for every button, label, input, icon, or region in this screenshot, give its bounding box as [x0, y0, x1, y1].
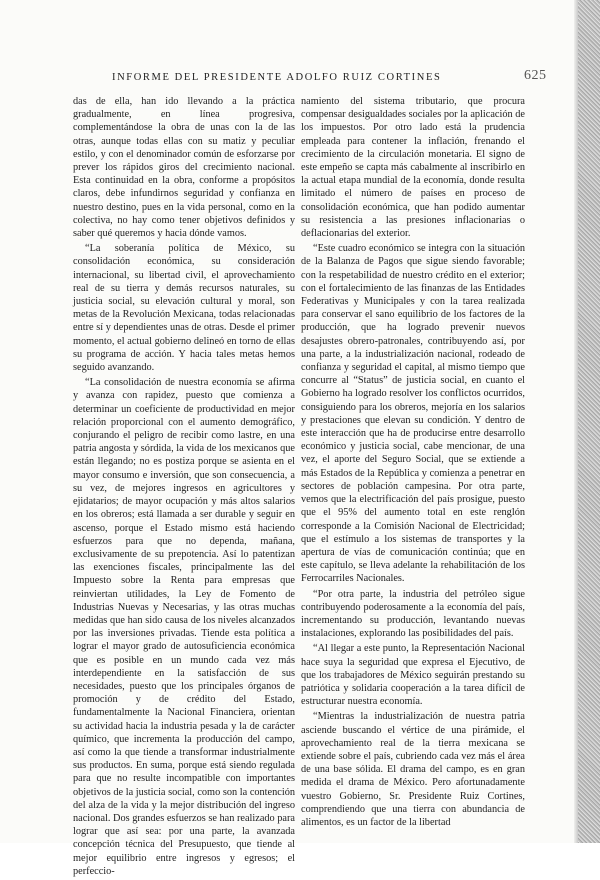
paragraph: “La soberanía política de México, su consolidación económica, su consideración internacional, su libertad civil, el aprovechamiento real de su tierra y demás recursos naturales, su justicia social, su elevación cultural y moral, son metas de la Revolución Mexicana, todas relacionadas entre sí y dependientes unas de otras. Desde el primer momento, el actual gobierno delineó en torno de ellas su programa de acción. Y hacia tales metas hemos seguido avanzando. — [73, 243, 295, 374]
page-number: 625 — [524, 68, 547, 83]
paragraph: “La consolidación de nuestra economía se afirma y avanza con rapidez, puesto que comienza a determinar un coeficiente de productividad en mejor relación proporcional con el aumento demográfico, conjurando el peligro de recibir como lastre, en una patria angosta y sórdida, la vida de los mexicanos que están llegando; no es postiza porque se asienta en el mayor consumo e inversión, que son consecuencia, a su vez, de mejores ingresos en agricultores y ejidatarios; de mayor ocupación y más altos salarios en los obreros; está llamada a ser durable y seguir en ascenso, porque el Estado mismo está haciendo esfuerzos para que no dependa, mañana, exclusivamente de su prepotencia. Así lo patentizan las exenciones fiscales, principalmente las del Impuesto sobre la Renta para empresas que reinviertan utilidades, la Ley de Fomento de Industrias Nuevas y Necesarias, y las otras muchas medidas que han sido causa de los niveles alcanzados por las inversiones privadas. Tiende esta política a lograr el mayor grado de autosuficiencia económica que es posible en un mundo cada vez más interdependiente en la satisfacción de sus necesidades, puesto que los principales órganos de promoción y de crédito del Estado, fundamentalmente la Nacional Financiera, orientan su actividad hacia la industria pesada y la de carácter químico, que incrementa la producción del campo, así como la que tiende a transformar industrialmente sus productos. En suma, porque está siendo regulada para que no resulte incompatible con importantes objetivos de la justicia social, como son la contención del alza de la vida y la mejor distribución del ingreso nacional. Dos grandes esfuerzos se han realizado para lograr que así sea: por una parte, la avanzada concepción técnica del Presupuesto, que tiende al mejor equilibrio entre ingresos y egresos; el perfeccio- — [73, 377, 295, 877]
paragraph: “Al llegar a este punto, la Representación Nacional hace suya la seguridad que expresa el Ejecutivo, de que los trabajadores de México seguirán prestando su patriótica y solidaria cooperación a la tarea difícil de estructurar nuestra economía. — [301, 643, 525, 708]
running-title: INFORME DEL PRESIDENTE ADOLFO RUIZ CORTINES — [112, 72, 442, 83]
paragraph: “Este cuadro económico se integra con la situación de la Balanza de Pagos que sigue siendo favorable; con la respetabilidad de nuestro crédito en el exterior; con el fortalecimiento de las finanzas de las Entidades Federativas y Municipales y con la tarea realizada para conservar el sano equilibrio de los factores de la producción, que ha logrado prevenir nuevos desajustes obrero-patronales, contribuyendo así, por una parte, a la industrialización nacional, rodeado de confianza y seguridad el capital, al mismo tiempo que concurre al “Status” de justicia social, en cuanto el Gobierno ha logrado resolver los conflictos ocurridos, consiguiendo para los obreros, mejoría en los salarios y prestaciones que elevan su condición. Y dentro de este interacción que ha de producirse entre desarrollo económico y justicia social, cabe mencionar, de una vez, el aporte del Seguro Social, que se extiende a más Estados de la República y comienza a penetrar en sectores de población campesina. Por otra parte, vemos que la electrificación del país prosigue, puesto que el 95% del aumento total en este renglón corresponde a la Comisión Nacional de Electricidad; que el estímulo a los sistemas de transportes y la apertura de vías de comunicación continúa; que en este capítulo, se lleva adelante la rehabilitación de los Ferrocarriles Nacionales. — [301, 243, 525, 585]
paragraph: “Mientras la industrialización de nuestra patria asciende buscando el vértice de una pirámide, el aprovechamiento real de la tierra mexicana se extiende sobre el país, cubriendo cada vez más el área de una base sólida. El drama del campo, es en gran medida el drama de México. Pero afortunadamente vuestro Gobierno, Sr. Presidente Ruiz Cortines, comprendiendo que una tierra con abundancia de alimentos, es un factor de la libertad — [301, 711, 525, 828]
text-column-right — [301, 95, 525, 831]
paragraph: das de ella, han ido llevando a la práctica gradualmente, en línea progresiva, complementándose la obra de unas con la de las otras, aunque todas ellas con su matiz y peculiar estilo, y con el denominador común de esforzarse por prever los rápidos giros del crecimiento nacional. Esta continuidad en la obra, conforme a propósitos claros, debe infundirnos seguridad y confianza en nuestro destino, pues en la vida personal, como en la colectiva, no hay como tener objetivos definidos y saber qué queremos y hacia dónde vamos. — [73, 96, 295, 240]
scan-edge-noise — [578, 0, 600, 843]
text-column-left — [73, 95, 295, 880]
paragraph: namiento del sistema tributario, que procura compensar desigualdades sociales por la aplicación de los impuestos. Por otro lado está la prudencia empleada para contener la inflación, frenando el crecimiento de la circulación monetaria. El signo de este empeño se capta más cabalmente al inscribirlo en la actual etapa mundial de la economía, donde resulta limitado el número de países en proceso de consolidación económica, que han podido aumentar su resistencia a las presiones inflacionarias o deflacionarias del exterior. — [301, 96, 525, 240]
paragraph: “Por otra parte, la industria del petróleo sigue contribuyendo poderosamente a la economía del país, incrementando su producción, levantando nuevas instalaciones, explorando las posibilidades del país. — [301, 588, 525, 640]
